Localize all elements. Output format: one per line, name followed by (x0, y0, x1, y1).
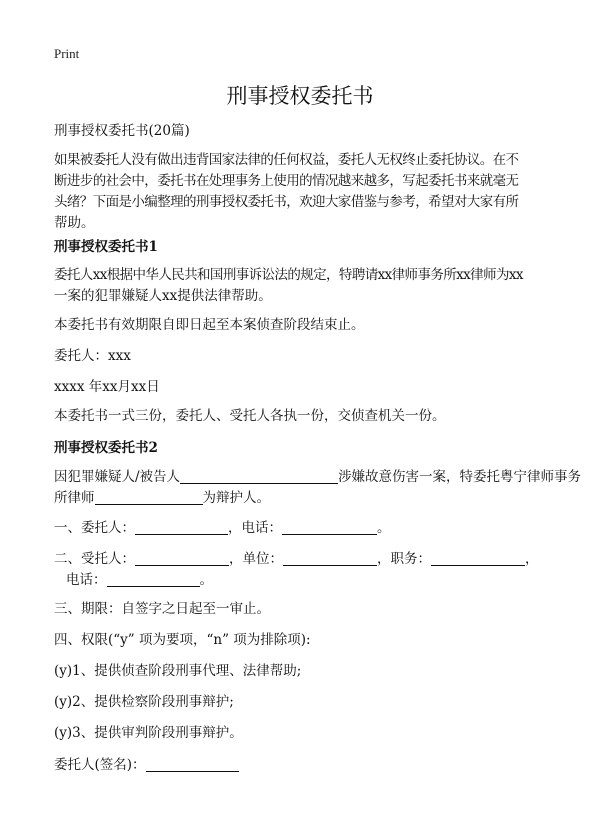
intro-line-2: 断进步的社会中，委托书在处理事务上使用的情况越来越多，写起委托书来就毫无 (54, 173, 519, 189)
item1-phone-label: ，电话： (228, 520, 282, 536)
section2-case-line-1 (54, 467, 582, 488)
section2-signature (54, 755, 554, 776)
item1-label: 一、委托人： (54, 520, 135, 536)
signature-blank (146, 756, 239, 772)
section2-case-line-2 (54, 488, 554, 509)
item2-label: 二、受托人： (54, 551, 135, 567)
section1-validity: 本委托书有效期限自即日起至本案侦查阶段结束止。 (54, 317, 365, 333)
section2-item2 (54, 549, 554, 570)
item1-end: 。 (377, 520, 391, 536)
case-text-b: 涉嫌故意伤害一案，特委托粤宁律师事务 (338, 469, 582, 485)
item2-unit-label: ，单位： (229, 551, 283, 567)
intro-line-4: 帮助。 (54, 215, 95, 231)
print-link[interactable]: Print (54, 46, 80, 61)
document-subtitle: 刑事授权委托书(20篇) (54, 123, 190, 139)
client-name-blank (135, 519, 228, 535)
item2-sep: ， (525, 551, 539, 567)
intro-line-1: 如果被委托人没有做出违背国家法律的任何权益，委托人无权终止委托协议。在不 (54, 152, 519, 168)
section2-auth-3: (y)3、提供审判阶段刑事辩护。 (54, 725, 243, 741)
case-text-d: 为辩护人。 (202, 490, 270, 506)
section2-heading: 刑事授权委托书2 (54, 440, 158, 456)
section2-term: 三、期限：自签字之日起至一审止。 (54, 601, 270, 617)
signature-label: 委托人(签名)： (54, 757, 146, 773)
agent-name-blank (135, 550, 229, 566)
item2-phone-label: 电话： (66, 572, 107, 588)
section1-copies: 本委托书一式三份，委托人、受托人各执一份，交侦查机关一份。 (54, 408, 446, 424)
section1-para-line-2: 一案的犯罪嫌疑人xx提供法律帮助。 (54, 288, 272, 304)
section2-auth-1: (y)1、提供侦查阶段刑事代理、法律帮助; (54, 663, 302, 679)
section2-auth-2: (y)2、提供检察阶段刑事辩护; (54, 694, 234, 710)
client-phone-blank (282, 519, 377, 535)
item2-position-label: ，职务： (377, 551, 431, 567)
agent-position-blank (431, 550, 525, 566)
section1-heading: 刑事授权委托书1 (54, 239, 158, 255)
section2-authority: 四、权限(“y” 项为要项，“n” 项为排除项): (54, 632, 311, 648)
document-title: 刑事授权委托书 (226, 84, 374, 108)
agent-unit-blank (283, 550, 377, 566)
case-text-c: 所律师 (54, 490, 95, 506)
intro-line-3: 头绪？下面是小编整理的刑事授权委托书，欢迎大家借鉴与参考，希望对大家有所 (54, 194, 519, 210)
section1-date: xxxx 年xx月xx日 (54, 379, 160, 395)
lawyer-name-blank (95, 489, 203, 505)
agent-phone-blank (107, 571, 200, 587)
suspect-name-blank (180, 468, 338, 484)
section2-item1 (54, 518, 554, 539)
section1-client: 委托人：xxx (54, 348, 131, 364)
item2-end: 。 (199, 572, 213, 588)
case-text-a: 因犯罪嫌疑人/被告人 (54, 469, 181, 485)
section2-item2-cont (66, 570, 566, 591)
section1-para-line-1: 委托人xx根据中华人民共和国刑事诉讼法的规定，特聘请xx律师事务所xx律师为xx (54, 267, 523, 283)
